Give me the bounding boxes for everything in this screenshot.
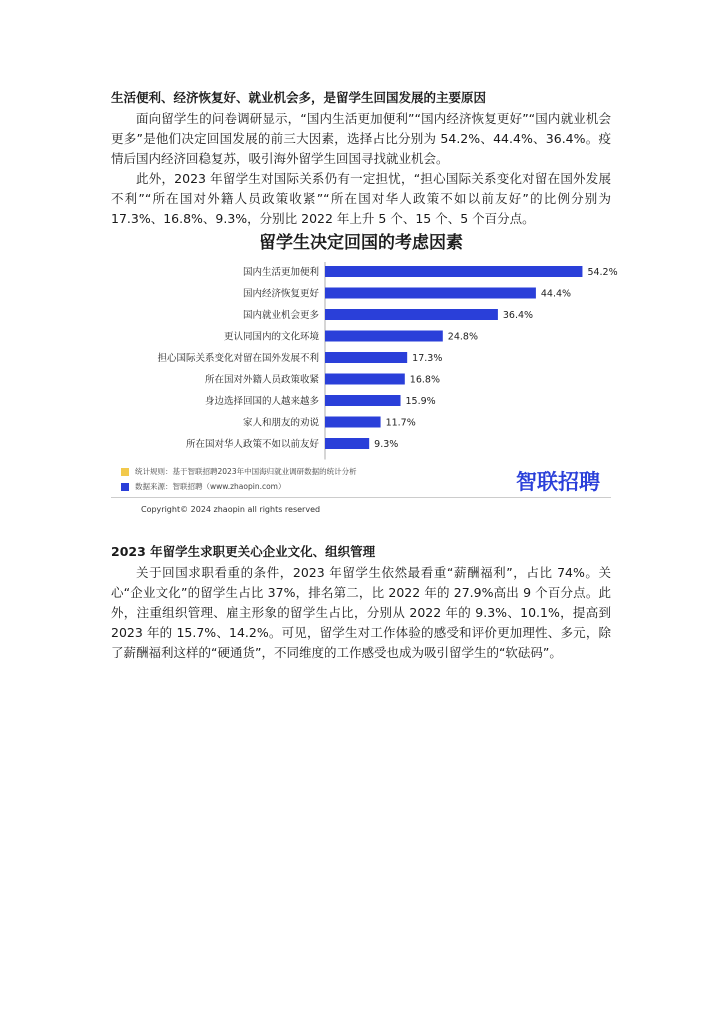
brand-logo: 智联招聘 [516, 470, 600, 494]
value-label: 54.2% [587, 267, 618, 278]
value-label: 15.9% [405, 396, 436, 407]
category-label: 家人和朋友的劝说 [242, 417, 319, 429]
value-label: 11.7% [385, 417, 416, 429]
chart-title: 留学生决定回国的考虑因素 [259, 233, 463, 253]
section-2-paragraph-1: 关于回国求职看重的条件，2023 年留学生依然最看重“薪酬福利”，占比 74%。关心“企业文化”的留学生占比 37%，排名第二，比 2022 年的 27.9%高出 9 个百分点。此外，注重组织管理、雇主形象的留学生占比，分别从 2022 年的 9.3%、10.1%，提高到 2023 年的 15.7%、14.2%。可见，留学生对工作体验的感受和评价更加理性、多元，除了薪酬福利这样的“硬通货”，不同维度的工作感受也成为吸引留学生的“软砝码”。 [111, 565, 611, 660]
bar-chart [111, 262, 618, 462]
bar [325, 352, 407, 363]
note-source-swatch [121, 483, 129, 491]
category-label: 国内生活更加便利 [242, 267, 319, 278]
bar [325, 288, 536, 299]
value-label: 17.3% [412, 353, 443, 364]
section-1 [111, 88, 611, 229]
bar [325, 331, 443, 342]
bar [325, 374, 405, 385]
bar [325, 309, 498, 320]
bar [325, 438, 369, 449]
value-label: 24.8% [447, 331, 478, 343]
note-source-text: 数据来源：智联招聘（www.zhaopin.com） [135, 482, 286, 491]
category-label: 国内经济恢复更好 [242, 288, 319, 300]
value-label: 16.8% [409, 374, 440, 386]
value-label: 9.3% [374, 439, 399, 450]
category-label: 国内就业机会更多 [242, 310, 319, 321]
bar [325, 417, 381, 428]
figure-divider [111, 497, 611, 498]
category-label: 身边选择回国的人越来越多 [204, 396, 319, 407]
bar [325, 266, 582, 277]
note-source-row [121, 479, 421, 494]
section-1-heading: 生活便利、经济恢复好、就业机会多，是留学生回国发展的主要原因 [111, 90, 487, 105]
section-1-paragraph-2: 此外，2023 年留学生对国际关系仍有一定担忧，“担心国际关系变化对留在国外发展不利”“所在国对外籍人员政策收紧”“所在国对华人政策不如以前友好”的比例分别为 17.3%、16.8%、9.3%，分别比 2022 年上升 5 个、15 个、5 个百分点。 [111, 171, 611, 226]
chart-figure [111, 230, 618, 520]
category-label: 更认同国内的文化环境 [223, 331, 319, 343]
bar [325, 395, 401, 406]
chart-notes [121, 464, 421, 494]
category-label: 所在国对外籍人员政策收紧 [204, 374, 319, 386]
category-label: 所在国对华人政策不如以前友好 [185, 439, 319, 450]
copyright-text: Copyright© 2024 zhaopin all rights reserved [141, 505, 321, 514]
note-stat-text: 统计规则：基于智联招聘2023年中国海归就业调研数据的统计分析 [135, 467, 357, 476]
section-2 [111, 542, 611, 663]
note-stat-swatch [121, 468, 129, 476]
section-2-heading: 2023 年留学生求职更关心企业文化、组织管理 [111, 544, 376, 559]
value-label: 44.4% [540, 288, 572, 300]
note-stat-row [121, 464, 421, 479]
section-1-paragraph-1: 面向留学生的问卷调研显示，“国内生活更加便利”“国内经济恢复更好”“国内就业机会更多”是他们决定回国发展的前三大因素，选择占比分别为 54.2%、44.4%、36.4%。疫情后国内经济回稳复苏，吸引海外留学生回国寻找就业机会。 [111, 111, 611, 166]
category-label: 担心国际关系变化对留在国外发展不利 [157, 353, 319, 364]
value-label: 36.4% [502, 310, 534, 321]
